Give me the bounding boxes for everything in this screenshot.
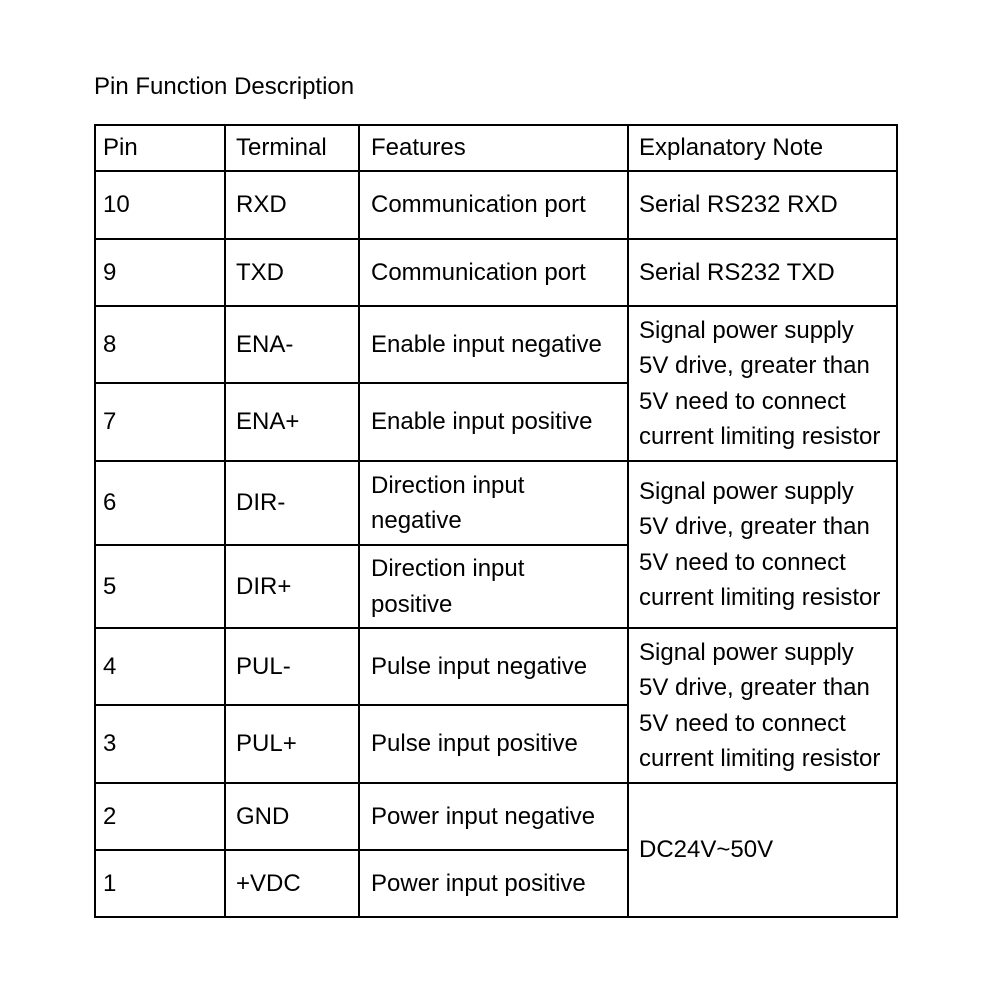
terminal-cell bbox=[226, 706, 358, 782]
pin-cell bbox=[96, 172, 224, 238]
feature-cell bbox=[360, 706, 627, 782]
pin-cell bbox=[96, 784, 224, 849]
terminal-cell bbox=[226, 784, 358, 849]
terminal-name: DIR- bbox=[236, 489, 286, 517]
feature-cell bbox=[360, 172, 627, 238]
pin-number: 2 bbox=[103, 802, 117, 830]
feature-text: Direction input positive bbox=[371, 555, 525, 618]
pin-cell bbox=[96, 546, 224, 627]
pin-number: 4 bbox=[103, 652, 117, 680]
note-text: Signal power supply 5V drive, greater than 5V need to connect current limiting resistor bbox=[639, 316, 881, 450]
terminal-name: +VDC bbox=[236, 869, 301, 897]
header-note-cell bbox=[629, 126, 896, 170]
feature-cell bbox=[360, 240, 627, 305]
pin-number: 5 bbox=[103, 572, 117, 600]
feature-cell bbox=[360, 307, 627, 382]
feature-text: Enable input positive bbox=[371, 408, 593, 436]
terminal-cell bbox=[226, 462, 358, 544]
terminal-cell bbox=[226, 629, 358, 704]
note-text: Signal power supply 5V drive, greater than 5V need to connect current limiting resistor bbox=[639, 477, 881, 611]
header-note: Explanatory Note bbox=[639, 134, 824, 162]
feature-text: Power input positive bbox=[371, 869, 586, 897]
terminal-cell bbox=[226, 240, 358, 305]
pin-cell bbox=[96, 851, 224, 916]
terminal-cell bbox=[226, 307, 358, 382]
feature-cell bbox=[360, 629, 627, 704]
header-features-cell bbox=[360, 126, 627, 170]
header-terminal: Terminal bbox=[236, 134, 327, 162]
terminal-cell bbox=[226, 851, 358, 916]
note-cell-merged bbox=[629, 307, 896, 460]
feature-text: Pulse input positive bbox=[371, 730, 578, 758]
note-cell-merged bbox=[629, 462, 896, 627]
pin-number: 7 bbox=[103, 408, 117, 436]
pin-cell bbox=[96, 307, 224, 382]
pin-number: 1 bbox=[103, 869, 117, 897]
header-pin: Pin bbox=[103, 134, 138, 162]
terminal-name: ENA- bbox=[236, 330, 294, 358]
terminal-cell bbox=[226, 384, 358, 460]
terminal-name: DIR+ bbox=[236, 572, 292, 600]
feature-cell bbox=[360, 384, 627, 460]
terminal-name: RXD bbox=[236, 191, 287, 219]
note-text: Serial RS232 TXD bbox=[639, 258, 835, 286]
note-cell-merged bbox=[629, 784, 896, 916]
pin-number: 10 bbox=[103, 191, 130, 219]
header-terminal-cell bbox=[226, 126, 358, 170]
header-pin-cell bbox=[96, 126, 224, 170]
terminal-name: TXD bbox=[236, 258, 284, 286]
header-features: Features bbox=[371, 134, 466, 162]
feature-text: Power input negative bbox=[371, 802, 596, 830]
terminal-cell bbox=[226, 546, 358, 627]
note-text: DC24V~50V bbox=[639, 836, 774, 864]
terminal-name: ENA+ bbox=[236, 408, 300, 436]
feature-text: Pulse input negative bbox=[371, 652, 588, 680]
terminal-cell bbox=[226, 172, 358, 238]
page-title: Pin Function Description bbox=[94, 73, 355, 100]
feature-cell bbox=[360, 784, 627, 849]
pin-cell bbox=[96, 384, 224, 460]
note-cell bbox=[629, 172, 896, 238]
feature-text: Enable input negative bbox=[371, 330, 602, 358]
feature-cell bbox=[360, 546, 627, 627]
terminal-name: GND bbox=[236, 802, 290, 830]
feature-cell bbox=[360, 462, 627, 544]
pin-number: 6 bbox=[103, 489, 117, 517]
terminal-name: PUL- bbox=[236, 652, 291, 680]
pin-cell bbox=[96, 706, 224, 782]
pin-cell bbox=[96, 240, 224, 305]
pin-cell bbox=[96, 462, 224, 544]
note-text: Signal power supply 5V drive, greater than 5V need to connect current limiting resistor bbox=[639, 638, 881, 772]
feature-text: Direction input negative bbox=[371, 471, 525, 534]
pin-cell bbox=[96, 629, 224, 704]
pin-function-table bbox=[94, 124, 898, 918]
pin-number: 8 bbox=[103, 330, 117, 358]
feature-cell bbox=[360, 851, 627, 916]
pin-number: 9 bbox=[103, 258, 117, 286]
feature-text: Communication port bbox=[371, 191, 586, 219]
feature-text: Communication port bbox=[371, 258, 586, 286]
pin-number: 3 bbox=[103, 730, 117, 758]
note-cell bbox=[629, 240, 896, 305]
note-text: Serial RS232 RXD bbox=[639, 191, 838, 219]
terminal-name: PUL+ bbox=[236, 730, 297, 758]
note-cell-merged bbox=[629, 629, 896, 782]
